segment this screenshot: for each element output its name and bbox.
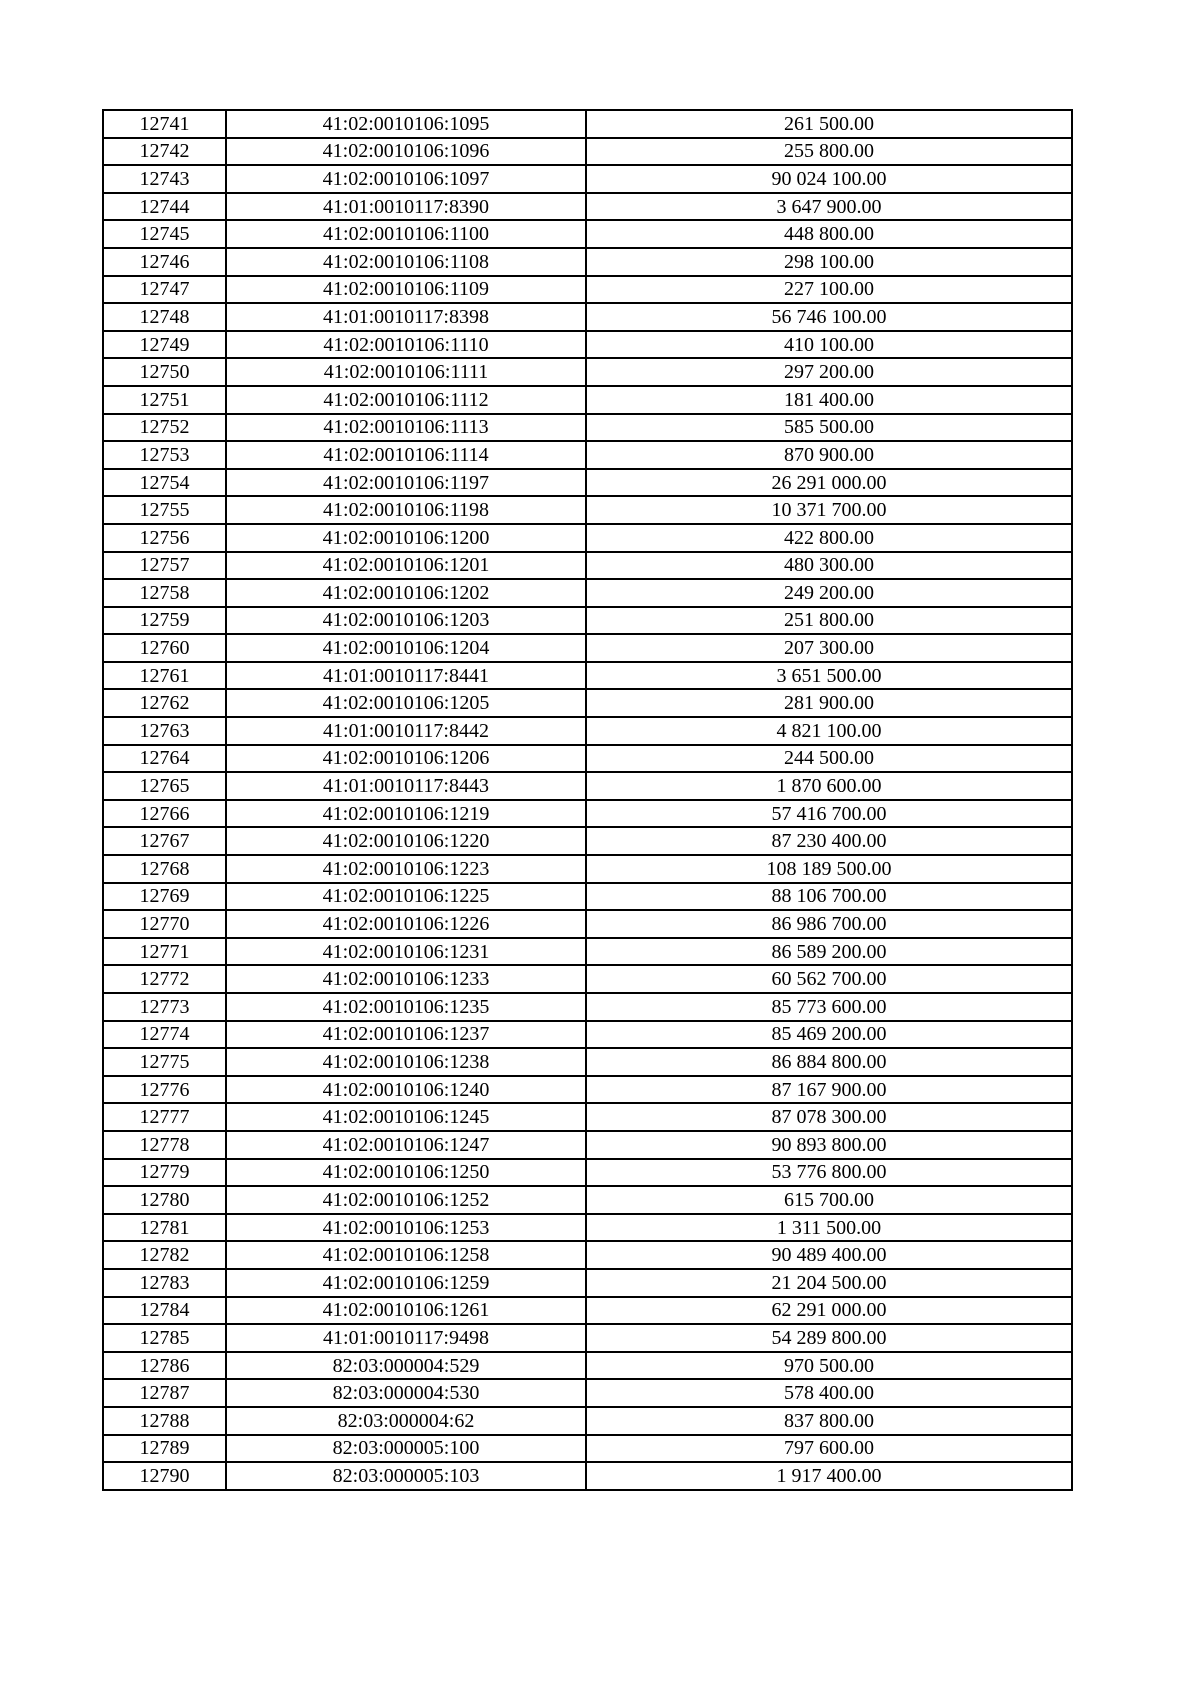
cadastral-number-cell: 41:02:0010106:1226 <box>226 910 586 938</box>
cadastral-number-cell: 41:02:0010106:1109 <box>226 276 586 304</box>
table-row <box>103 1407 1072 1435</box>
table-row <box>103 993 1072 1021</box>
cadastral-number-cell: 41:02:0010106:1253 <box>226 1214 586 1242</box>
cadastral-number-cell: 41:02:0010106:1220 <box>226 827 586 855</box>
table-row <box>103 1159 1072 1187</box>
table-row <box>103 910 1072 938</box>
cadastral-number-cell: 41:02:0010106:1245 <box>226 1103 586 1131</box>
table-row <box>103 1076 1072 1104</box>
row-number-cell: 12784 <box>103 1297 226 1325</box>
cadastral-number-cell: 41:02:0010106:1198 <box>226 496 586 524</box>
row-number-cell: 12742 <box>103 138 226 166</box>
cadastral-value-cell: 57 416 700.00 <box>586 800 1072 828</box>
cadastral-number-cell: 41:01:0010117:8398 <box>226 303 586 331</box>
cadastral-number-cell: 41:02:0010106:1108 <box>226 248 586 276</box>
cadastral-value-cell: 797 600.00 <box>586 1435 1072 1463</box>
cadastral-number-cell: 82:03:000004:529 <box>226 1352 586 1380</box>
cadastral-number-cell: 41:02:0010106:1225 <box>226 883 586 911</box>
row-number-cell: 12747 <box>103 276 226 304</box>
cadastral-number-cell: 41:01:0010117:8390 <box>226 193 586 221</box>
cadastral-value-table <box>102 109 1073 1491</box>
row-number-cell: 12776 <box>103 1076 226 1104</box>
cadastral-value-cell: 87 230 400.00 <box>586 827 1072 855</box>
row-number-cell: 12741 <box>103 110 226 138</box>
cadastral-number-cell: 41:01:0010117:9498 <box>226 1324 586 1352</box>
cadastral-value-cell: 1 870 600.00 <box>586 772 1072 800</box>
row-number-cell: 12790 <box>103 1462 226 1490</box>
cadastral-value-cell: 53 776 800.00 <box>586 1159 1072 1187</box>
row-number-cell: 12751 <box>103 386 226 414</box>
table-row <box>103 745 1072 773</box>
cadastral-value-cell: 227 100.00 <box>586 276 1072 304</box>
table-row <box>103 303 1072 331</box>
cadastral-number-cell: 41:02:0010106:1113 <box>226 414 586 442</box>
cadastral-number-cell: 41:02:0010106:1259 <box>226 1269 586 1297</box>
table-row <box>103 883 1072 911</box>
cadastral-value-cell: 26 291 000.00 <box>586 469 1072 497</box>
cadastral-number-cell: 41:02:0010106:1201 <box>226 552 586 580</box>
cadastral-number-cell: 41:02:0010106:1250 <box>226 1159 586 1187</box>
table-row <box>103 1435 1072 1463</box>
cadastral-number-cell: 41:02:0010106:1261 <box>226 1297 586 1325</box>
table-row <box>103 1241 1072 1269</box>
table-row <box>103 1269 1072 1297</box>
row-number-cell: 12768 <box>103 855 226 883</box>
cadastral-value-cell: 448 800.00 <box>586 220 1072 248</box>
row-number-cell: 12753 <box>103 441 226 469</box>
cadastral-number-cell: 41:02:0010106:1219 <box>226 800 586 828</box>
row-number-cell: 12783 <box>103 1269 226 1297</box>
table-row <box>103 524 1072 552</box>
cadastral-number-cell: 41:02:0010106:1240 <box>226 1076 586 1104</box>
row-number-cell: 12782 <box>103 1241 226 1269</box>
cadastral-value-cell: 60 562 700.00 <box>586 965 1072 993</box>
cadastral-value-cell: 54 289 800.00 <box>586 1324 1072 1352</box>
cadastral-number-cell: 41:02:0010106:1097 <box>226 165 586 193</box>
cadastral-value-cell: 615 700.00 <box>586 1186 1072 1214</box>
table-row <box>103 331 1072 359</box>
table-row <box>103 1297 1072 1325</box>
cadastral-number-cell: 82:03:000005:100 <box>226 1435 586 1463</box>
row-number-cell: 12788 <box>103 1407 226 1435</box>
cadastral-value-cell: 90 893 800.00 <box>586 1131 1072 1159</box>
table-body <box>103 110 1072 1490</box>
cadastral-value-cell: 870 900.00 <box>586 441 1072 469</box>
row-number-cell: 12745 <box>103 220 226 248</box>
row-number-cell: 12760 <box>103 634 226 662</box>
row-number-cell: 12777 <box>103 1103 226 1131</box>
cadastral-number-cell: 41:02:0010106:1110 <box>226 331 586 359</box>
table-row <box>103 800 1072 828</box>
cadastral-value-cell: 87 167 900.00 <box>586 1076 1072 1104</box>
row-number-cell: 12775 <box>103 1048 226 1076</box>
table-row <box>103 717 1072 745</box>
cadastral-number-cell: 41:02:0010106:1203 <box>226 607 586 635</box>
cadastral-value-cell: 3 647 900.00 <box>586 193 1072 221</box>
table-row <box>103 1352 1072 1380</box>
cadastral-value-cell: 90 489 400.00 <box>586 1241 1072 1269</box>
table-row <box>103 607 1072 635</box>
cadastral-value-cell: 480 300.00 <box>586 552 1072 580</box>
cadastral-number-cell: 41:02:0010106:1205 <box>226 689 586 717</box>
row-number-cell: 12771 <box>103 938 226 966</box>
cadastral-value-cell: 86 986 700.00 <box>586 910 1072 938</box>
row-number-cell: 12749 <box>103 331 226 359</box>
cadastral-value-cell: 970 500.00 <box>586 1352 1072 1380</box>
table-row <box>103 552 1072 580</box>
cadastral-value-cell: 10 371 700.00 <box>586 496 1072 524</box>
cadastral-value-cell: 422 800.00 <box>586 524 1072 552</box>
table-row <box>103 938 1072 966</box>
row-number-cell: 12765 <box>103 772 226 800</box>
row-number-cell: 12752 <box>103 414 226 442</box>
cadastral-number-cell: 41:02:0010106:1258 <box>226 1241 586 1269</box>
cadastral-number-cell: 41:02:0010106:1237 <box>226 1021 586 1049</box>
row-number-cell: 12744 <box>103 193 226 221</box>
cadastral-value-cell: 88 106 700.00 <box>586 883 1072 911</box>
table-row <box>103 855 1072 883</box>
cadastral-value-cell: 298 100.00 <box>586 248 1072 276</box>
cadastral-number-cell: 41:02:0010106:1247 <box>226 1131 586 1159</box>
row-number-cell: 12757 <box>103 552 226 580</box>
table-row <box>103 110 1072 138</box>
row-number-cell: 12789 <box>103 1435 226 1463</box>
row-number-cell: 12755 <box>103 496 226 524</box>
cadastral-number-cell: 41:02:0010106:1200 <box>226 524 586 552</box>
row-number-cell: 12786 <box>103 1352 226 1380</box>
cadastral-value-cell: 261 500.00 <box>586 110 1072 138</box>
table-row <box>103 165 1072 193</box>
cadastral-number-cell: 41:02:0010106:1112 <box>226 386 586 414</box>
cadastral-number-cell: 41:02:0010106:1202 <box>226 579 586 607</box>
cadastral-value-cell: 21 204 500.00 <box>586 1269 1072 1297</box>
cadastral-value-cell: 244 500.00 <box>586 745 1072 773</box>
row-number-cell: 12780 <box>103 1186 226 1214</box>
row-number-cell: 12748 <box>103 303 226 331</box>
cadastral-value-cell: 251 800.00 <box>586 607 1072 635</box>
row-number-cell: 12754 <box>103 469 226 497</box>
cadastral-value-cell: 86 884 800.00 <box>586 1048 1072 1076</box>
cadastral-number-cell: 41:02:0010106:1204 <box>226 634 586 662</box>
row-number-cell: 12766 <box>103 800 226 828</box>
cadastral-number-cell: 82:03:000004:530 <box>226 1379 586 1407</box>
cadastral-number-cell: 41:02:0010106:1111 <box>226 358 586 386</box>
row-number-cell: 12743 <box>103 165 226 193</box>
cadastral-number-cell: 41:01:0010117:8441 <box>226 662 586 690</box>
table-row <box>103 1021 1072 1049</box>
table-row <box>103 1324 1072 1352</box>
row-number-cell: 12764 <box>103 745 226 773</box>
table-row <box>103 827 1072 855</box>
table-row <box>103 662 1072 690</box>
cadastral-number-cell: 41:02:0010106:1231 <box>226 938 586 966</box>
cadastral-value-cell: 62 291 000.00 <box>586 1297 1072 1325</box>
row-number-cell: 12746 <box>103 248 226 276</box>
row-number-cell: 12762 <box>103 689 226 717</box>
cadastral-number-cell: 41:02:0010106:1095 <box>226 110 586 138</box>
row-number-cell: 12785 <box>103 1324 226 1352</box>
table-row <box>103 689 1072 717</box>
cadastral-number-cell: 41:02:0010106:1096 <box>226 138 586 166</box>
cadastral-number-cell: 41:02:0010106:1206 <box>226 745 586 773</box>
cadastral-value-cell: 87 078 300.00 <box>586 1103 1072 1131</box>
table-row <box>103 441 1072 469</box>
row-number-cell: 12779 <box>103 1159 226 1187</box>
cadastral-value-cell: 181 400.00 <box>586 386 1072 414</box>
row-number-cell: 12770 <box>103 910 226 938</box>
table-row <box>103 414 1072 442</box>
row-number-cell: 12750 <box>103 358 226 386</box>
cadastral-value-cell: 281 900.00 <box>586 689 1072 717</box>
row-number-cell: 12763 <box>103 717 226 745</box>
row-number-cell: 12758 <box>103 579 226 607</box>
row-number-cell: 12756 <box>103 524 226 552</box>
cadastral-number-cell: 41:02:0010106:1252 <box>226 1186 586 1214</box>
cadastral-value-cell: 4 821 100.00 <box>586 717 1072 745</box>
cadastral-number-cell: 41:02:0010106:1235 <box>226 993 586 1021</box>
row-number-cell: 12781 <box>103 1214 226 1242</box>
table-row <box>103 1462 1072 1490</box>
table-row <box>103 193 1072 221</box>
row-number-cell: 12778 <box>103 1131 226 1159</box>
table-row <box>103 965 1072 993</box>
table-row <box>103 1131 1072 1159</box>
cadastral-number-cell: 41:02:0010106:1197 <box>226 469 586 497</box>
cadastral-value-cell: 90 024 100.00 <box>586 165 1072 193</box>
cadastral-value-cell: 578 400.00 <box>586 1379 1072 1407</box>
cadastral-number-cell: 41:02:0010106:1238 <box>226 1048 586 1076</box>
row-number-cell: 12772 <box>103 965 226 993</box>
table-row <box>103 138 1072 166</box>
row-number-cell: 12761 <box>103 662 226 690</box>
row-number-cell: 12759 <box>103 607 226 635</box>
table-row <box>103 772 1072 800</box>
cadastral-value-cell: 85 469 200.00 <box>586 1021 1072 1049</box>
table-row <box>103 579 1072 607</box>
table-row <box>103 469 1072 497</box>
cadastral-value-cell: 585 500.00 <box>586 414 1072 442</box>
table-row <box>103 1186 1072 1214</box>
cadastral-value-cell: 3 651 500.00 <box>586 662 1072 690</box>
row-number-cell: 12774 <box>103 1021 226 1049</box>
cadastral-number-cell: 41:02:0010106:1100 <box>226 220 586 248</box>
table-row <box>103 276 1072 304</box>
table-row <box>103 1214 1072 1242</box>
cadastral-value-cell: 410 100.00 <box>586 331 1072 359</box>
table-row <box>103 634 1072 662</box>
row-number-cell: 12787 <box>103 1379 226 1407</box>
cadastral-value-cell: 837 800.00 <box>586 1407 1072 1435</box>
table-row <box>103 358 1072 386</box>
cadastral-value-cell: 86 589 200.00 <box>586 938 1072 966</box>
row-number-cell: 12769 <box>103 883 226 911</box>
table-row <box>103 248 1072 276</box>
row-number-cell: 12767 <box>103 827 226 855</box>
table-row <box>103 1379 1072 1407</box>
table-row <box>103 496 1072 524</box>
table-row <box>103 220 1072 248</box>
cadastral-number-cell: 41:02:0010106:1114 <box>226 441 586 469</box>
cadastral-number-cell: 82:03:000004:62 <box>226 1407 586 1435</box>
cadastral-value-cell: 108 189 500.00 <box>586 855 1072 883</box>
cadastral-value-cell: 297 200.00 <box>586 358 1072 386</box>
table-row <box>103 1048 1072 1076</box>
cadastral-number-cell: 41:02:0010106:1233 <box>226 965 586 993</box>
table-row <box>103 386 1072 414</box>
cadastral-value-cell: 85 773 600.00 <box>586 993 1072 1021</box>
cadastral-value-cell: 1 311 500.00 <box>586 1214 1072 1242</box>
cadastral-number-cell: 41:01:0010117:8443 <box>226 772 586 800</box>
cadastral-number-cell: 41:01:0010117:8442 <box>226 717 586 745</box>
cadastral-number-cell: 41:02:0010106:1223 <box>226 855 586 883</box>
cadastral-value-cell: 1 917 400.00 <box>586 1462 1072 1490</box>
cadastral-value-cell: 255 800.00 <box>586 138 1072 166</box>
table-row <box>103 1103 1072 1131</box>
row-number-cell: 12773 <box>103 993 226 1021</box>
cadastral-value-cell: 249 200.00 <box>586 579 1072 607</box>
cadastral-value-cell: 56 746 100.00 <box>586 303 1072 331</box>
cadastral-number-cell: 82:03:000005:103 <box>226 1462 586 1490</box>
cadastral-value-cell: 207 300.00 <box>586 634 1072 662</box>
